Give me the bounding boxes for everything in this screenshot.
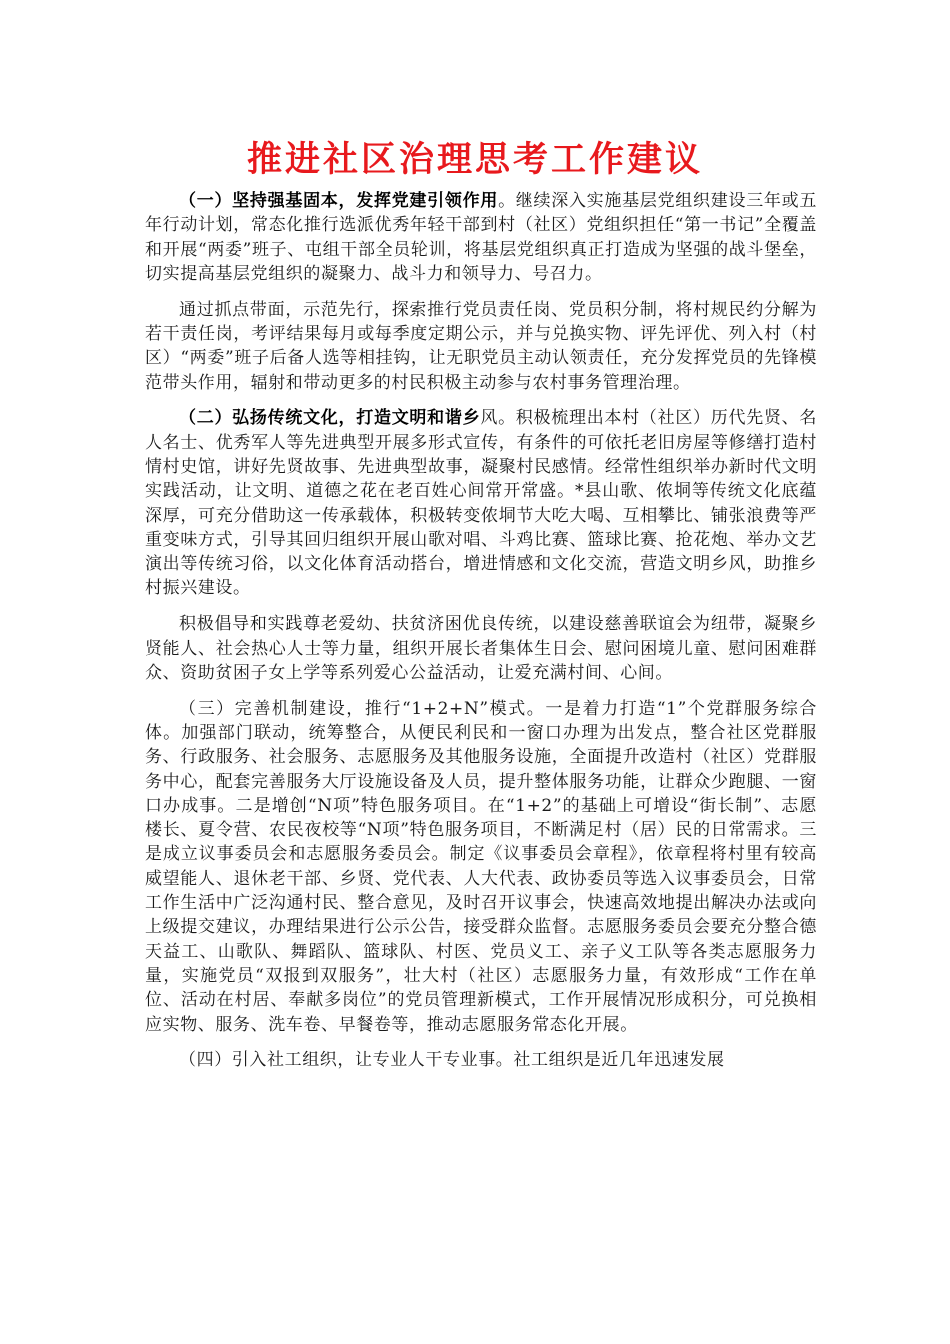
section-heading-1: （一）坚持强基固本，发挥党建引领作用 <box>179 191 499 211</box>
paragraph-4 <box>145 612 817 685</box>
paragraph-4-text: 积极倡导和实践尊老爱幼、扶贫济困优良传统，以建设慈善联谊会为纽带，凝聚乡贤能人、社会热心人士等力量，组织开展长者集体生日会、慰问困境儿童、慰问困难群众、资助贫困子女上学等系列爱心公益活动，让爱充满村间、心间。 <box>145 614 817 683</box>
document-body <box>145 189 817 1073</box>
paragraph-1 <box>145 189 817 286</box>
paragraph-5-text: （三）完善机制建设，推行“1+2+N”模式。一是着力打造“1”个党群服务综合体。加强部门联动，统筹整合，从便民利民和一窗口办理为出发点，整合社区党群服务、行政服务、社会服务、志愿服务及其他服务设施，全面提升改造村（社区）党群服务中心，配套完善服务大厅设施设备及人员，提升整体服务功能，让群众少跑腿、一窗口办成事。二是增创“N项”特色服务项目。在“1+2”的基础上可增设“街长制”、志愿楼长、夏令营、农民夜校等“N项”特色服务项目，不断满足村（居）民的日常需求。三是成立议事委员会和志愿服务委员会。制定《议事委员会章程》，依章程将村里有较高威望能人、退休老干部、乡贤、党代表、人大代表、政协委员等选入议事委员会，日常工作生活中广泛沟通村民、整合意见，及时召开议事会，快速高效地提出解决办法或向上级提交建议，办理结果进行公示公告，接受群众监督。志愿服务委员会要充分整合德天益工、山歌队、舞蹈队、篮球队、村医、党员义工、亲子义工队等各类志愿服务力量，实施党员“双报到双服务”，壮大村（社区）志愿服务力量，有效形成“工作在单位、活动在村居、奉献多岗位”的党员管理新模式，工作开展情况形成积分，可兑换相应实物、服务、洗车卷、早餐卷等，推动志愿服务常态化开展。 <box>145 698 817 1035</box>
paragraph-3-text: 风。积极梳理出本村（社区）历代先贤、名人名士、优秀军人等先进典型开展多形式宣传，有条件的可依托老旧房屋等修缮打造村情村史馆，讲好先贤故事、先进典型故事，凝聚村民感情。经常性组织举办新时代文明实践活动，让文明、道德之花在老百姓心间常开常盛。*县山歌、侬垌等传统文化底蕴深厚，可充分借助这一传承载体，积极转变侬垌节大吃大喝、互相攀比、铺张浪费等严重变味方式，引导其回归组织开展山歌对唱、斗鸡比赛、篮球比赛、抢花炮、举办文艺演出等传统习俗，以文化体育活动搭台，增进情感和文化交流，营造文明乡风，助推乡村振兴建设。 <box>145 408 818 599</box>
paragraph-1-text: 。继续深入实施基层党组织建设三年或五年行动计划，常态化推行选派优秀年轻干部到村（社区）党组织担任“第一书记”全覆盖和开展“两委”班子、屯组干部全员轮训，将基层党组织真正打造成为坚强的战斗堡垒，切实提高基层党组织的凝聚力、战斗力和领导力、号召力。 <box>145 191 817 284</box>
document-title: 推进社区治理思考工作建议 <box>246 139 703 180</box>
paragraph-3 <box>145 406 817 600</box>
paragraph-2-text: 通过抓点带面，示范先行，探索推行党员责任岗、党员积分制，将村规民约分解为若干责任岗，考评结果每月或每季度定期公示，并与兑换实物、评先评优、列入村（村区）“两委”班子后备人选等相挂钩，让无职党员主动认领责任，充分发挥党员的先锋模范带头作用，辐射和带动更多的村民积极主动参与农村事务管理治理。 <box>145 299 817 393</box>
paragraph-2 <box>145 298 817 395</box>
section-heading-2: （二）弘扬传统文化，打造文明和谐乡 <box>179 408 481 429</box>
paragraph-6 <box>145 1048 817 1072</box>
paragraph-5 <box>145 697 817 1037</box>
paragraph-6-text: （四）引入社工组织，让专业人干专业事。社工组织是近几年迅速发展 <box>179 1050 725 1071</box>
